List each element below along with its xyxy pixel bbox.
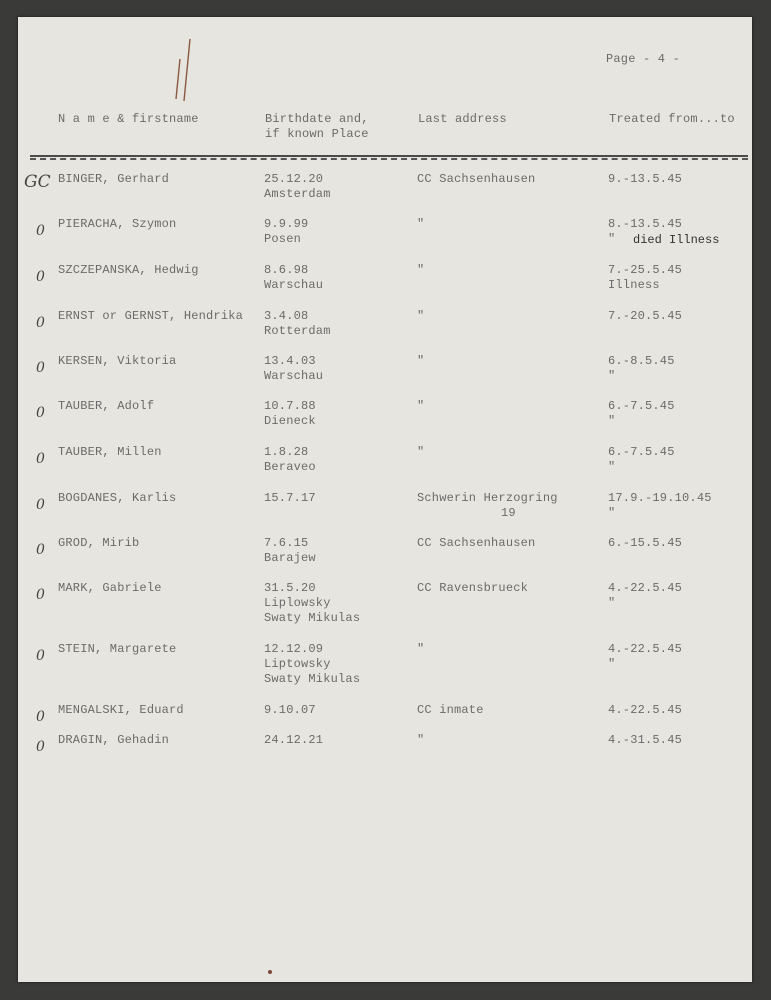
- birth-info: Swaty Mikulas: [264, 611, 361, 625]
- check-mark: 0: [36, 315, 45, 331]
- check-mark: 0: [36, 451, 45, 467]
- treatment-dates: ": [608, 414, 616, 428]
- birth-info: Liplowsky: [264, 596, 331, 610]
- header-address: Last address: [418, 112, 507, 126]
- last-address: ": [417, 354, 425, 368]
- last-address: CC Sachsenhausen: [417, 172, 536, 186]
- check-mark: 0: [36, 709, 45, 725]
- check-mark: 0: [36, 542, 45, 558]
- last-address: ": [417, 399, 425, 413]
- patient-name: MARK, Gabriele: [58, 581, 162, 595]
- treatment-dates: ": [608, 460, 616, 474]
- treatment-dates: 6.-8.5.45: [608, 354, 675, 368]
- birth-info: Warschau: [264, 278, 324, 292]
- treatment-dates: 8.-13.5.45: [608, 217, 683, 231]
- birth-info: Posen: [264, 232, 302, 246]
- treatment-dates: 6.-7.5.45: [608, 445, 675, 459]
- patient-name: KERSEN, Viktoria: [58, 354, 177, 368]
- treatment-dates: ": [608, 657, 616, 671]
- birth-info: 9.9.99: [264, 217, 309, 231]
- treatment-dates: 7.-25.5.45: [608, 263, 683, 277]
- treatment-dates: ": [608, 506, 616, 520]
- last-address: CC Sachsenhausen: [417, 536, 536, 550]
- patient-name: STEIN, Margarete: [58, 642, 177, 656]
- birth-info: 12.12.09: [264, 642, 324, 656]
- header-rule-dashed: [30, 158, 748, 160]
- paper-mark: [268, 970, 272, 974]
- patient-name: SZCZEPANSKA, Hedwig: [58, 263, 199, 277]
- birth-info: 8.6.98: [264, 263, 309, 277]
- header-rule: [30, 155, 748, 157]
- birth-info: 9.10.07: [264, 703, 316, 717]
- check-mark: 0: [36, 739, 45, 755]
- check-mark: 0: [36, 648, 45, 664]
- birth-info: 31.5.20: [264, 581, 316, 595]
- treatment-dates: 6.-15.5.45: [608, 536, 683, 550]
- last-address: 19: [501, 506, 516, 520]
- page-number: Page - 4 -: [606, 52, 681, 66]
- patient-name: MENGALSKI, Eduard: [58, 703, 184, 717]
- treatment-dates: ": [608, 232, 616, 246]
- last-address: ": [417, 642, 425, 656]
- birth-info: 25.12.20: [264, 172, 324, 186]
- patient-name: GROD, Mirib: [58, 536, 140, 550]
- treatment-dates: 17.9.-19.10.45: [608, 491, 712, 505]
- birth-info: 13.4.03: [264, 354, 316, 368]
- birth-info: 24.12.21: [264, 733, 324, 747]
- treatment-dates: ": [608, 369, 616, 383]
- birth-info: Warschau: [264, 369, 324, 383]
- check-mark: 0: [36, 587, 45, 603]
- birth-info: Rotterdam: [264, 324, 331, 338]
- patient-name: TAUBER, Adolf: [58, 399, 155, 413]
- treatment-dates: ": [608, 596, 616, 610]
- check-mark: 0: [36, 360, 45, 376]
- check-mark: 0: [36, 497, 45, 513]
- header-treated: Treated from...to: [609, 112, 735, 126]
- birth-info: 15.7.17: [264, 491, 316, 505]
- check-mark: 0: [36, 405, 45, 421]
- treatment-dates: Illness: [608, 278, 660, 292]
- treatment-dates: 4.-31.5.45: [608, 733, 683, 747]
- birth-info: 7.6.15: [264, 536, 309, 550]
- last-address: ": [417, 733, 425, 747]
- birth-info: Amsterdam: [264, 187, 331, 201]
- patient-name: DRAGIN, Gehadin: [58, 733, 170, 747]
- patient-name: ERNST or GERNST, Hendrika: [58, 309, 244, 323]
- treatment-dates: 4.-22.5.45: [608, 642, 683, 656]
- header-birth-line1: Birthdate and,: [265, 112, 369, 126]
- patient-name: BINGER, Gerhard: [58, 172, 170, 186]
- treatment-dates: 4.-22.5.45: [608, 581, 683, 595]
- header-birth-line2: if known Place: [265, 127, 369, 141]
- treatment-dates: 6.-7.5.45: [608, 399, 675, 413]
- birth-info: 1.8.28: [264, 445, 309, 459]
- died-illness-note: died Illness: [633, 233, 720, 247]
- birth-info: Dieneck: [264, 414, 316, 428]
- patient-name: TAUBER, Millen: [58, 445, 162, 459]
- birth-info: Liptowsky: [264, 657, 331, 671]
- last-address: ": [417, 445, 425, 459]
- check-mark: 0: [36, 223, 45, 239]
- birth-info: 3.4.08: [264, 309, 309, 323]
- last-address: CC Ravensbrueck: [417, 581, 529, 595]
- last-address: Schwerin Herzogring: [417, 491, 558, 505]
- birth-info: Swaty Mikulas: [264, 672, 361, 686]
- treatment-dates: 7.-20.5.45: [608, 309, 683, 323]
- birth-info: 10.7.88: [264, 399, 316, 413]
- patient-name: BOGDANES, Karlis: [58, 491, 177, 505]
- last-address: ": [417, 217, 425, 231]
- treatment-dates: 9.-13.5.45: [608, 172, 683, 186]
- last-address: ": [417, 263, 425, 277]
- header-name: N a m e & firstname: [58, 112, 199, 126]
- document-page: [18, 17, 752, 982]
- birth-info: Barajew: [264, 551, 316, 565]
- check-mark: 0: [36, 269, 45, 285]
- birth-info: Beraveo: [264, 460, 316, 474]
- last-address: ": [417, 309, 425, 323]
- initials-mark: GC: [24, 172, 51, 192]
- last-address: CC inmate: [417, 703, 484, 717]
- patient-name: PIERACHA, Szymon: [58, 217, 177, 231]
- treatment-dates: 4.-22.5.45: [608, 703, 683, 717]
- handwritten-tick-marks: [168, 29, 208, 109]
